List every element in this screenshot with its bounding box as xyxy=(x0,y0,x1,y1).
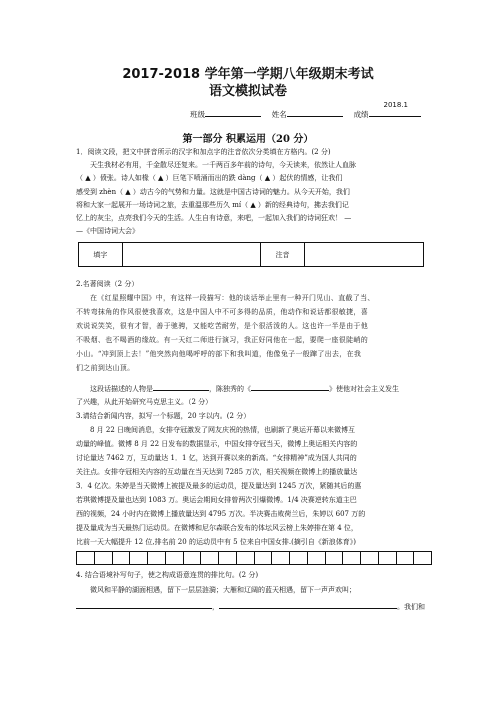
grid-cell[interactable] xyxy=(219,552,237,565)
name-blank[interactable] xyxy=(287,108,343,117)
score-blank[interactable] xyxy=(369,108,421,117)
grid-cell[interactable] xyxy=(201,552,219,565)
q2-quote-line: 们之前到达山顶。 xyxy=(76,364,135,372)
exam-title: 2017-2018 学年第一学期八年级期末考试 xyxy=(122,67,374,82)
q3-news-line: 比前一天大幅提升 12 位,排名前 20 的运动员中有 5 位来自中国女排.(摘引自《新浪体育》) xyxy=(76,538,357,546)
student-info-fields xyxy=(190,108,421,120)
q2-quote-line: 小山。“冲到顶上去！”他突然向他喝呼呼的部下和我叫道，他像兔子一般蹿了出去，在我 xyxy=(76,350,362,358)
grid-cell[interactable] xyxy=(325,552,343,565)
grid-cell[interactable] xyxy=(378,552,396,565)
q2-task-line xyxy=(76,382,432,396)
q2-task-text: 这段话描述的人物是 xyxy=(90,385,153,393)
grid-cell[interactable] xyxy=(361,552,379,565)
pinyin-answer-cell[interactable] xyxy=(304,243,423,267)
q4-text-line: 微风和平静的湖面相遇，留下一层层涟漪；大雁和辽阔的蓝天相遇，留下一声声欢叫； xyxy=(90,586,356,594)
q2-quote-line: 不吸烟、也不喝酒的缘故。有一天红二师进行演习，我正好同他在一起，要爬一座很陡峭的 xyxy=(76,336,368,344)
q2-title: 2.名著阅读（2 分） xyxy=(76,280,139,288)
exam-subtitle: 语文模拟试卷 xyxy=(208,84,287,99)
grid-cell[interactable] xyxy=(307,552,325,565)
q1-prompt: 1．阅读文段，把文中拼音所示的汉字和加点字的注音依次分类填在方格内。(2 分) xyxy=(76,148,331,156)
q2-person-blank[interactable] xyxy=(153,382,209,391)
grid-cell[interactable] xyxy=(183,552,201,565)
q2-task-text: ，陈独秀的《 xyxy=(209,385,251,393)
name-label: 姓名 xyxy=(271,110,287,119)
q1-text-line: 将和大家一起展开一场诗词之旅，去重温那些历久 mí（ ▲ ）新的经典诗句，拂去我们记 xyxy=(76,201,349,209)
grid-cell[interactable] xyxy=(165,552,183,565)
q3-news-line: 关注点。女排夺冠相关内容的互动量在当天达到 7285 万次，相关视频在微博上的播放量达 xyxy=(76,468,358,476)
q3-news-line: 西的视频，24 小时内在微博上播放量达到 4795 万次。半决赛击败荷兰后，朱婷以 607 万的 xyxy=(76,510,366,518)
grid-cell[interactable] xyxy=(130,552,148,565)
q4-blank-2[interactable] xyxy=(219,600,397,609)
q1-answer-table xyxy=(78,242,424,267)
q3-news-line: 8 月 22 日晚间消息，女排夺冠激发了网友庆祝的热情，也刷新了奥运开幕以来微博互 xyxy=(90,426,356,434)
q3-news-line: 动量的峰值。微博 8 月 22 日发布的数据显示，中国女排夺冠当天，微博上奥运相关内容的 xyxy=(76,440,358,448)
grid-cell[interactable] xyxy=(272,552,290,565)
q3-answer-grid xyxy=(76,551,432,565)
q4-title: 4. 结合语境补写句子，使之构成语意连贯的排比句。(2 分) xyxy=(76,571,259,579)
grid-cell[interactable] xyxy=(77,552,95,565)
grid-cell[interactable] xyxy=(290,552,308,565)
q2-book-blank[interactable] xyxy=(251,382,329,391)
q3-title: 3.请结合新闻内容，拟写一个标题，20 字以内。(2 分） xyxy=(76,412,251,420)
q1-text-line: 感受到 zhèn（ ▲ ）动古今的气势和力量。这就是中国古诗词的魅力。从今天开始，我们 xyxy=(76,188,350,196)
pinyin-label: 注音 xyxy=(261,243,305,267)
q4-answer-line xyxy=(76,600,432,614)
q4-blank-1[interactable] xyxy=(76,600,212,609)
q1-text-line: 忆上的灰尘，点亮我们今天的生活。人生自有诗意，来吧，一起加入我们的诗词狂欢！ — xyxy=(76,214,352,222)
q3-news-line: 若琪微博提及量也达到 1083 万。奥运会期间女排曾两次引爆微博。1/4 决赛逆转东道主巴 xyxy=(76,496,357,504)
grid-cell[interactable] xyxy=(414,552,432,565)
q3-news-line: 讨论量达 7462 万，互动量达 1．1 亿，达到开赛以来的新高。“女排精神”成为国人共同的 xyxy=(76,454,357,462)
q2-quote-line: 欢说说笑笑，很有才智，善于驰骋，又能吃苦耐劳，是个很活泼的人。这也许一半是由于他 xyxy=(76,322,368,330)
q2-quote-line: 不转弯抹角的作风很使我喜欢，这是中国人中不可多得的品质，他动作和说话都很敏捷，喜 xyxy=(76,308,368,316)
q1-source: —《中国诗词大会》 xyxy=(76,227,139,235)
class-label: 班级 xyxy=(190,110,205,119)
grid-cell[interactable] xyxy=(343,552,361,565)
q3-news-line: 3．4 亿次。朱婷是当天微博上被提及最多的运动员，提及量达到 1245 万次，紧随其后的惠 xyxy=(76,482,362,490)
grid-cell[interactable] xyxy=(396,552,414,565)
fill-char-answer-cell[interactable] xyxy=(122,243,260,267)
q2-quote-line: 在《红星照耀中国》中，有这样一段描写：他的谈话举止里有一种开门见山、直截了当、 xyxy=(90,294,375,302)
grid-cell[interactable] xyxy=(112,552,130,565)
fill-char-label: 填字 xyxy=(79,243,123,267)
grid-cell[interactable] xyxy=(254,552,272,565)
score-label: 成绩 xyxy=(353,110,369,119)
q1-text-line: （ ▲ ）偾张。诗人如椽（ ▲ ）巨笔下喷涌而出的跌 dàng（ ▲ ）起伏的情感，让我们 xyxy=(76,174,343,182)
q2-task-text: 》使他对社会主义发生 xyxy=(329,385,399,393)
q4-line-end: 。我们和 xyxy=(397,603,425,611)
part-one-heading: 第一部分 积累运用（20 分） xyxy=(182,134,314,145)
q4-separator: ， xyxy=(212,603,219,611)
grid-cell[interactable] xyxy=(148,552,166,565)
q2-task-line: 了兴趣，从此开始研究马克思主义。（2 分） xyxy=(76,398,213,406)
grid-cell[interactable] xyxy=(94,552,112,565)
class-blank[interactable] xyxy=(205,108,261,117)
grid-cell[interactable] xyxy=(236,552,254,565)
exam-date: 2018.1 xyxy=(383,101,408,109)
q1-text-line: 天生我材必有用，千金散尽还复来。一千两百多年前的诗句，今天读来，依然让人血脉 xyxy=(90,161,356,169)
q3-news-line: 提及量成为当天最热门运动员。在微博和尼尔森联合发布的体坛风云榜上朱婷排在第 4 位， xyxy=(76,524,358,532)
